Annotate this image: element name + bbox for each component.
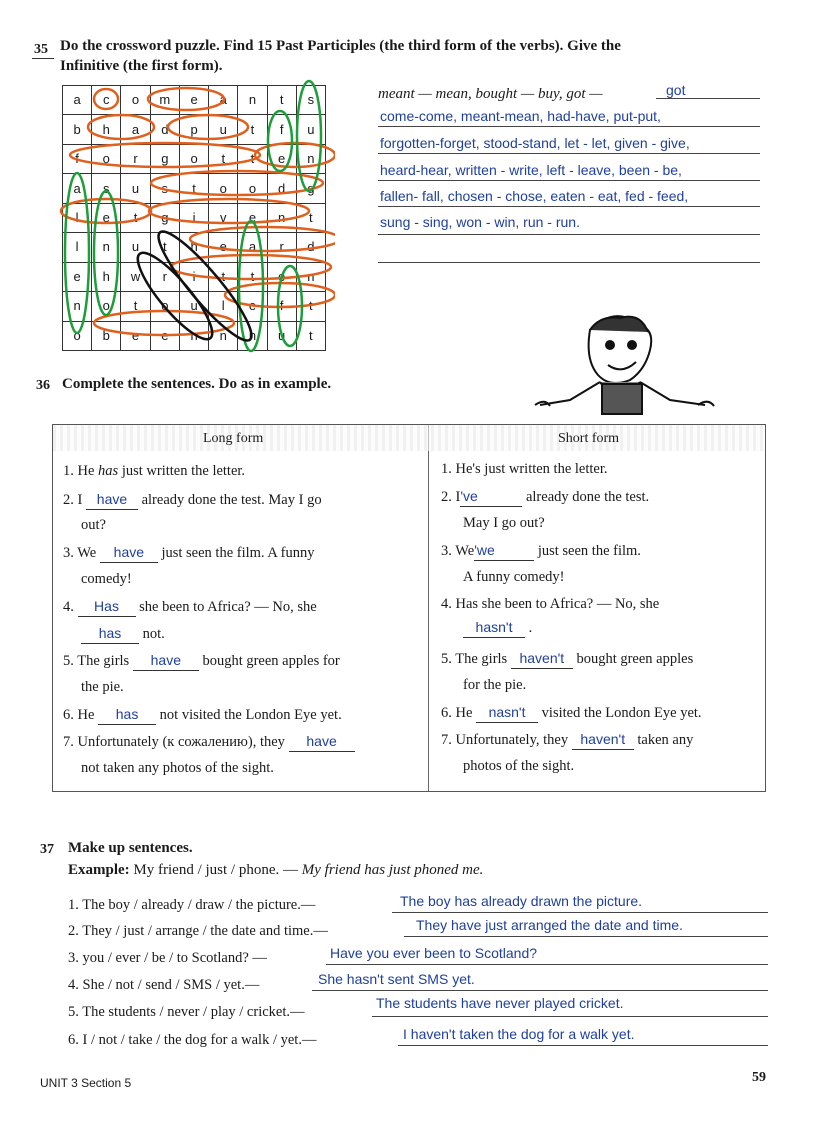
long-row-1 [63,463,245,480]
long-row-2 [63,491,322,510]
row-text: Has she been to Africa? — No, she [455,596,660,612]
grid-cell: h [179,233,208,262]
grid-cell: c [92,86,121,115]
example-label: Example: [68,862,130,878]
grid-cell: n [238,321,267,351]
answer-line-4: fallen- fall, chosen - chose, eaten - eat, fed - feed, [380,188,689,204]
sentence-prompt-2: 2. They / just / arrange / the date and time.— [68,923,328,939]
row-text: The girls [455,651,508,667]
answer-text: nasn't [488,704,526,720]
short-row-2 [441,488,649,507]
grid-cell: f [267,292,296,321]
row-text: He [77,707,95,723]
grid-cell: u [121,174,150,203]
row-text: I [77,492,83,508]
grid-cell: a [238,233,267,262]
row-text: We [455,543,475,559]
grid-cell: o [92,144,121,173]
row-text: He [455,705,473,721]
row-number: 4. [63,599,74,615]
sentence-prompt-1: 1. The boy / already / draw / the picture.— [68,897,316,913]
exercise-37-title: Make up sentences. [68,840,193,856]
grid-cell: n [179,321,208,351]
example-prompt: My friend / just / phone. — [133,862,298,878]
answer-text: has [115,706,139,722]
exercise-36-number: 36 [36,378,50,393]
short-row-6 [441,704,702,723]
grid-cell: u [296,115,325,144]
row-text: visited the London Eye yet. [541,705,702,721]
row-text: just written the letter. [121,463,246,479]
short-row-7-cont: photos of the sight. [463,758,575,774]
long-row-6 [63,706,342,725]
answer-text: has [98,625,122,641]
grid-cell: e [267,144,296,173]
answer-text: have [306,733,337,749]
sentence-answer-4: She hasn't sent SMS yet. [318,971,475,987]
grid-cell: a [121,115,150,144]
example-answer: My friend has just phoned me. [301,862,484,878]
grid-cell: s [92,174,121,203]
row-number: 7. [63,734,74,750]
answer-blank [476,704,538,723]
answer-text: 've [460,488,478,504]
short-row-7 [441,731,693,750]
grid-cell: e [238,203,267,232]
grid-cell: i [179,203,208,232]
answer-line [378,153,760,154]
crossword-markings [55,76,335,361]
answer-blank [511,650,573,669]
grid-cell: u [267,321,296,351]
grid-cell: e [179,86,208,115]
grid-cell: t [238,262,267,291]
row-text: Unfortunately (к сожалению), they [77,734,285,750]
exercise-35-example [378,86,603,103]
answer-line-3: heard-hear, written - write, left - leave, been - be, [380,162,682,178]
row-number: 6. [441,705,452,721]
answer-blank [572,731,634,750]
example-text: meant — mean, bought — buy, got — [378,86,603,102]
grid-cell: o [92,292,121,321]
row-text: not. [142,626,165,642]
sentence-prompt-4: 4. She / not / send / SMS / yet.— [68,977,260,993]
answer-line [378,234,760,235]
answer-line-1: come-come, meant-mean, had-have, put-put, [380,108,661,124]
row-text: she been to Africa? — No, she [139,599,317,615]
circle-chosen [94,191,118,315]
row-text: not visited the London Eye yet. [159,707,342,723]
row-number: 3. [63,545,74,561]
example-word: has [98,463,119,479]
row-number: 5. [63,653,74,669]
row-text: bought green apples for [202,653,340,669]
answer-line-5: sung - sing, won - win, run - run. [380,214,580,230]
answer-text: have [150,652,181,668]
circle-come [94,89,118,109]
grid-cell: r [150,262,179,291]
row-text: He [77,463,95,479]
grid-cell: a [209,86,238,115]
answer-blank [81,625,139,644]
title-line-1: Do the crossword puzzle. Find 15 Past Participles (the third form of the verbs). Give the [60,38,621,54]
short-row-5 [441,650,693,669]
number-underline [32,58,54,59]
answer-text: hasn't [475,619,513,635]
table-header-band [53,425,765,451]
row-number: 6. [63,707,74,723]
row-text: taken any [637,732,694,748]
grid-cell: w [121,262,150,291]
footer-unit-label: UNIT 3 Section 5 [40,1076,132,1090]
circle-had [88,115,154,139]
exercise-36-title: Complete the sentences. Do as in example. [62,376,332,392]
answer-blank [100,544,158,563]
row-text: already done the test. [525,489,650,505]
row-number: 5. [441,651,452,667]
answer-blank [133,652,199,671]
answer-blank [98,706,156,725]
answer-blank [463,619,525,638]
answer-line [398,1045,768,1046]
grid-cell: n [267,203,296,232]
row-number: 1. [63,463,74,479]
circle-fed [268,111,292,171]
row-number: 2. [63,492,74,508]
long-row-5-cont: the pie. [81,679,124,695]
grid-cell: h [92,115,121,144]
row-text: Unfortunately, they [455,732,569,748]
exercise-35-number: 35 [34,42,48,57]
circle-given [149,199,309,223]
answer-line-2: forgotten-forget, stood-stand, let - let, given - give, [380,135,690,151]
grid-cell: o [150,292,179,321]
answer-line [372,1016,768,1017]
grid-cell: u [121,233,150,262]
long-row-4-cont [81,625,165,644]
long-row-5 [63,652,340,671]
grid-cell: n [63,292,92,321]
long-row-4 [63,598,317,617]
circle-heard [190,227,335,251]
grid-cell: t [209,144,238,173]
page-number: 59 [752,1070,766,1085]
answer-text: 'we [474,542,495,558]
grid-cell: e [267,262,296,291]
grid-cell: e [150,321,179,351]
exercise-37-example [68,862,483,879]
short-row-1 [441,461,608,478]
short-row-3 [441,542,641,561]
sentence-answer-3: Have you ever been to Scotland? [330,945,538,961]
title-line-2: Infinitive (the first form). [60,58,223,74]
sentence-prompt-3: 3. you / ever / be / to Scotland? — [68,950,267,966]
answer-blank [460,488,522,507]
answer-line [312,990,768,991]
answer-line [404,936,768,937]
grid-cell: i [179,262,208,291]
grid-cell: e [209,233,238,262]
answer-text: have [96,491,128,507]
grid-cell: a [63,86,92,115]
grid-cell: e [92,203,121,232]
row-text: He's just written the letter. [455,461,608,477]
answer-text: Has [94,598,119,614]
row-number: 4. [441,596,452,612]
answer-blank [78,598,136,617]
grid-cell: f [63,144,92,173]
grid-cell: t [267,86,296,115]
grid-cell: g [150,144,179,173]
answer-line [392,912,768,913]
grid-cell: r [267,233,296,262]
answer-line [326,964,768,965]
grid-cell: m [150,86,179,115]
grid-cell: b [92,321,121,351]
answer-blank [289,733,355,752]
grid-cell: s [296,86,325,115]
grid-cell: l [209,292,238,321]
row-text: bought green apples [576,651,694,667]
grid-cell: n [296,262,325,291]
answer-line [378,262,760,263]
long-row-7 [63,733,355,752]
long-row-3 [63,544,315,563]
grid-cell: l [63,203,92,232]
circle-meant [148,88,224,110]
sentence-answer-6: I haven't taken the dog for a walk yet. [403,1026,635,1042]
sentence-table [52,424,766,792]
answer-line [378,180,760,181]
row-number: 3. [441,543,452,559]
grid-cell: o [179,144,208,173]
row-text: just seen the film. [537,543,641,559]
long-row-2-cont: out? [81,517,106,533]
long-row-3-cont: comedy! [81,571,132,587]
grid-cell: a [63,174,92,203]
short-row-4-cont: hasn't . [463,619,532,638]
grid-cell: o [121,86,150,115]
answer-text: haven't [580,731,626,747]
row-number: 1. [441,461,452,477]
sentence-answer-2: They have just arranged the date and time. [416,917,683,933]
sentence-prompt-6: 6. I / not / take / the dog for a walk / yet.— [68,1032,317,1048]
grid-cell: t [238,144,267,173]
answer-blank [474,542,534,561]
answer-line [656,98,760,99]
answer-blank [86,491,138,510]
grid-cell: t [238,115,267,144]
short-row-4 [441,596,659,613]
short-row-3-cont: A funny comedy! [463,569,565,585]
grid-cell: v [209,203,238,232]
row-number: 2. [441,489,452,505]
sentence-prompt-5: 5. The students / never / play / cricket.— [68,1004,305,1020]
circle-fallen [65,173,89,333]
grid-cell: s [150,174,179,203]
sentence-answer-5: The students have never played cricket. [376,995,624,1011]
grid-cell: l [63,233,92,262]
column-divider [428,425,429,791]
grid-cell: t [121,203,150,232]
boy-illustration [530,310,720,420]
grid-cell: o [63,321,92,351]
circle-forgotten [70,143,260,167]
grid-cell: e [121,321,150,351]
circle-let [61,199,151,223]
grid-cell: e [63,262,92,291]
answer-line [378,126,760,127]
grid-cell: n [238,86,267,115]
grid-cell: g [296,174,325,203]
grid-cell: u [209,115,238,144]
short-row-5-cont: for the pie. [463,677,527,693]
long-row-7-cont: not taken any photos of the sight. [81,760,274,776]
grid-cell: t [296,292,325,321]
grid-cell: t [121,292,150,321]
grid-cell: t [296,321,325,351]
answer-got: got [666,82,686,98]
grid-cell: d [296,233,325,262]
grid-cell: h [92,262,121,291]
circle-stood [151,171,323,195]
grid-cell: p [179,115,208,144]
grid-cell: d [267,174,296,203]
row-number: 7. [441,732,452,748]
circle-put [168,115,248,139]
row-text: just seen the film. A funny [161,545,315,561]
grid-cell: b [63,115,92,144]
grid-cell: u [179,292,208,321]
grid-cell: n [92,233,121,262]
row-text: I [455,489,461,505]
answer-text: have [113,544,145,560]
short-form-header: Short form [558,431,620,446]
row-text: The girls [77,653,130,669]
grid-cell: o [238,174,267,203]
exercise-37-number: 37 [40,842,54,857]
circle-written [171,255,331,279]
grid-cell: t [179,174,208,203]
row-text: We [77,545,97,561]
row-text: already done the test. May I go [141,492,322,508]
grid-cell: t [150,233,179,262]
grid-cell: r [121,144,150,173]
grid-cell: n [209,321,238,351]
grid-cell: n [296,144,325,173]
grid-cell: g [150,203,179,232]
grid-cell: d [150,115,179,144]
answer-line [378,206,760,207]
answer-text: haven't [519,650,565,666]
grid-cell: t [296,203,325,232]
grid-cell: t [209,262,238,291]
grid-cell: o [209,174,238,203]
short-row-2-cont: May I go out? [463,515,545,531]
grid-cell: e [238,292,267,321]
long-form-header: Long form [203,431,264,446]
circle-sung [297,81,321,191]
sentence-answer-1: The boy has already drawn the picture. [400,893,643,909]
exercise-35-title [60,36,760,76]
grid-cell: f [267,115,296,144]
